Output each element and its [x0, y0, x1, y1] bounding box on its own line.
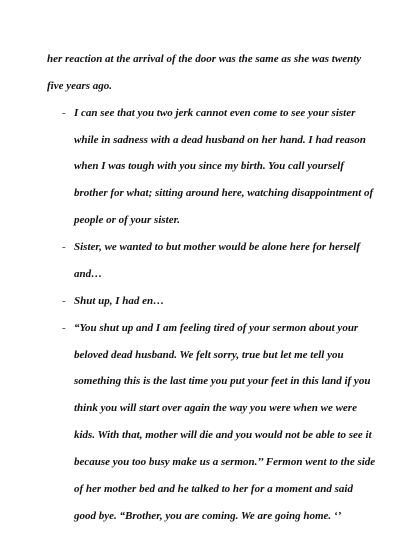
intro-line-1: her reaction at the arrival of the door was the same as she was twenty [47, 53, 362, 65]
dialogue-1-line-2: while in sadness with a dead husband on her hand. I had reason [74, 134, 366, 146]
dialogue-3-line-1: Shut up, I had en… [74, 295, 165, 307]
dialogue-dash-2: - [62, 241, 66, 253]
dialogue-4-line-3: something this is the last time you put your feet in this land if you [74, 375, 371, 387]
dialogue-4-line-6: because you too busy make us a sermon.’’ Fermon went to the side [74, 456, 376, 468]
dialogue-dash-3: - [62, 295, 66, 307]
dialogue-4-line-7: of her mother bed and he talked to her for a moment and said [74, 483, 353, 495]
dialogue-1-line-3: when I was tough with you since my birth. You call yourself [74, 160, 344, 172]
dialogue-dash-1: - [62, 107, 66, 119]
dialogue-2-line-1: Sister, we wanted to but mother would be alone here for herself [74, 241, 361, 253]
dialogue-2-line-2: and… [74, 268, 103, 280]
dialogue-4-line-2: beloved dead husband. We felt sorry, true but let me tell you [74, 349, 344, 361]
intro-line-2: five years ago. [47, 80, 113, 92]
dialogue-4-line-8: good bye. “Brother, you are coming. We are going home. ‘’ [74, 510, 342, 522]
dialogue-4-line-5: kids. With that, mother will die and you would not be able to see it [74, 429, 372, 441]
dialogue-1-line-4: brother for what; sitting around here, watching disappointment of [74, 187, 374, 199]
dialogue-4-line-4: think you will start over again the way you were when we were [74, 402, 357, 414]
dialogue-1-line-5: people or of your sister. [74, 214, 181, 226]
dialogue-4-line-1: “You shut up and I am feeling tired of your sermon about your [74, 322, 359, 334]
dialogue-1-line-1: I can see that you two jerk cannot even come to see your sister [74, 107, 356, 119]
dialogue-dash-4: - [62, 322, 66, 334]
